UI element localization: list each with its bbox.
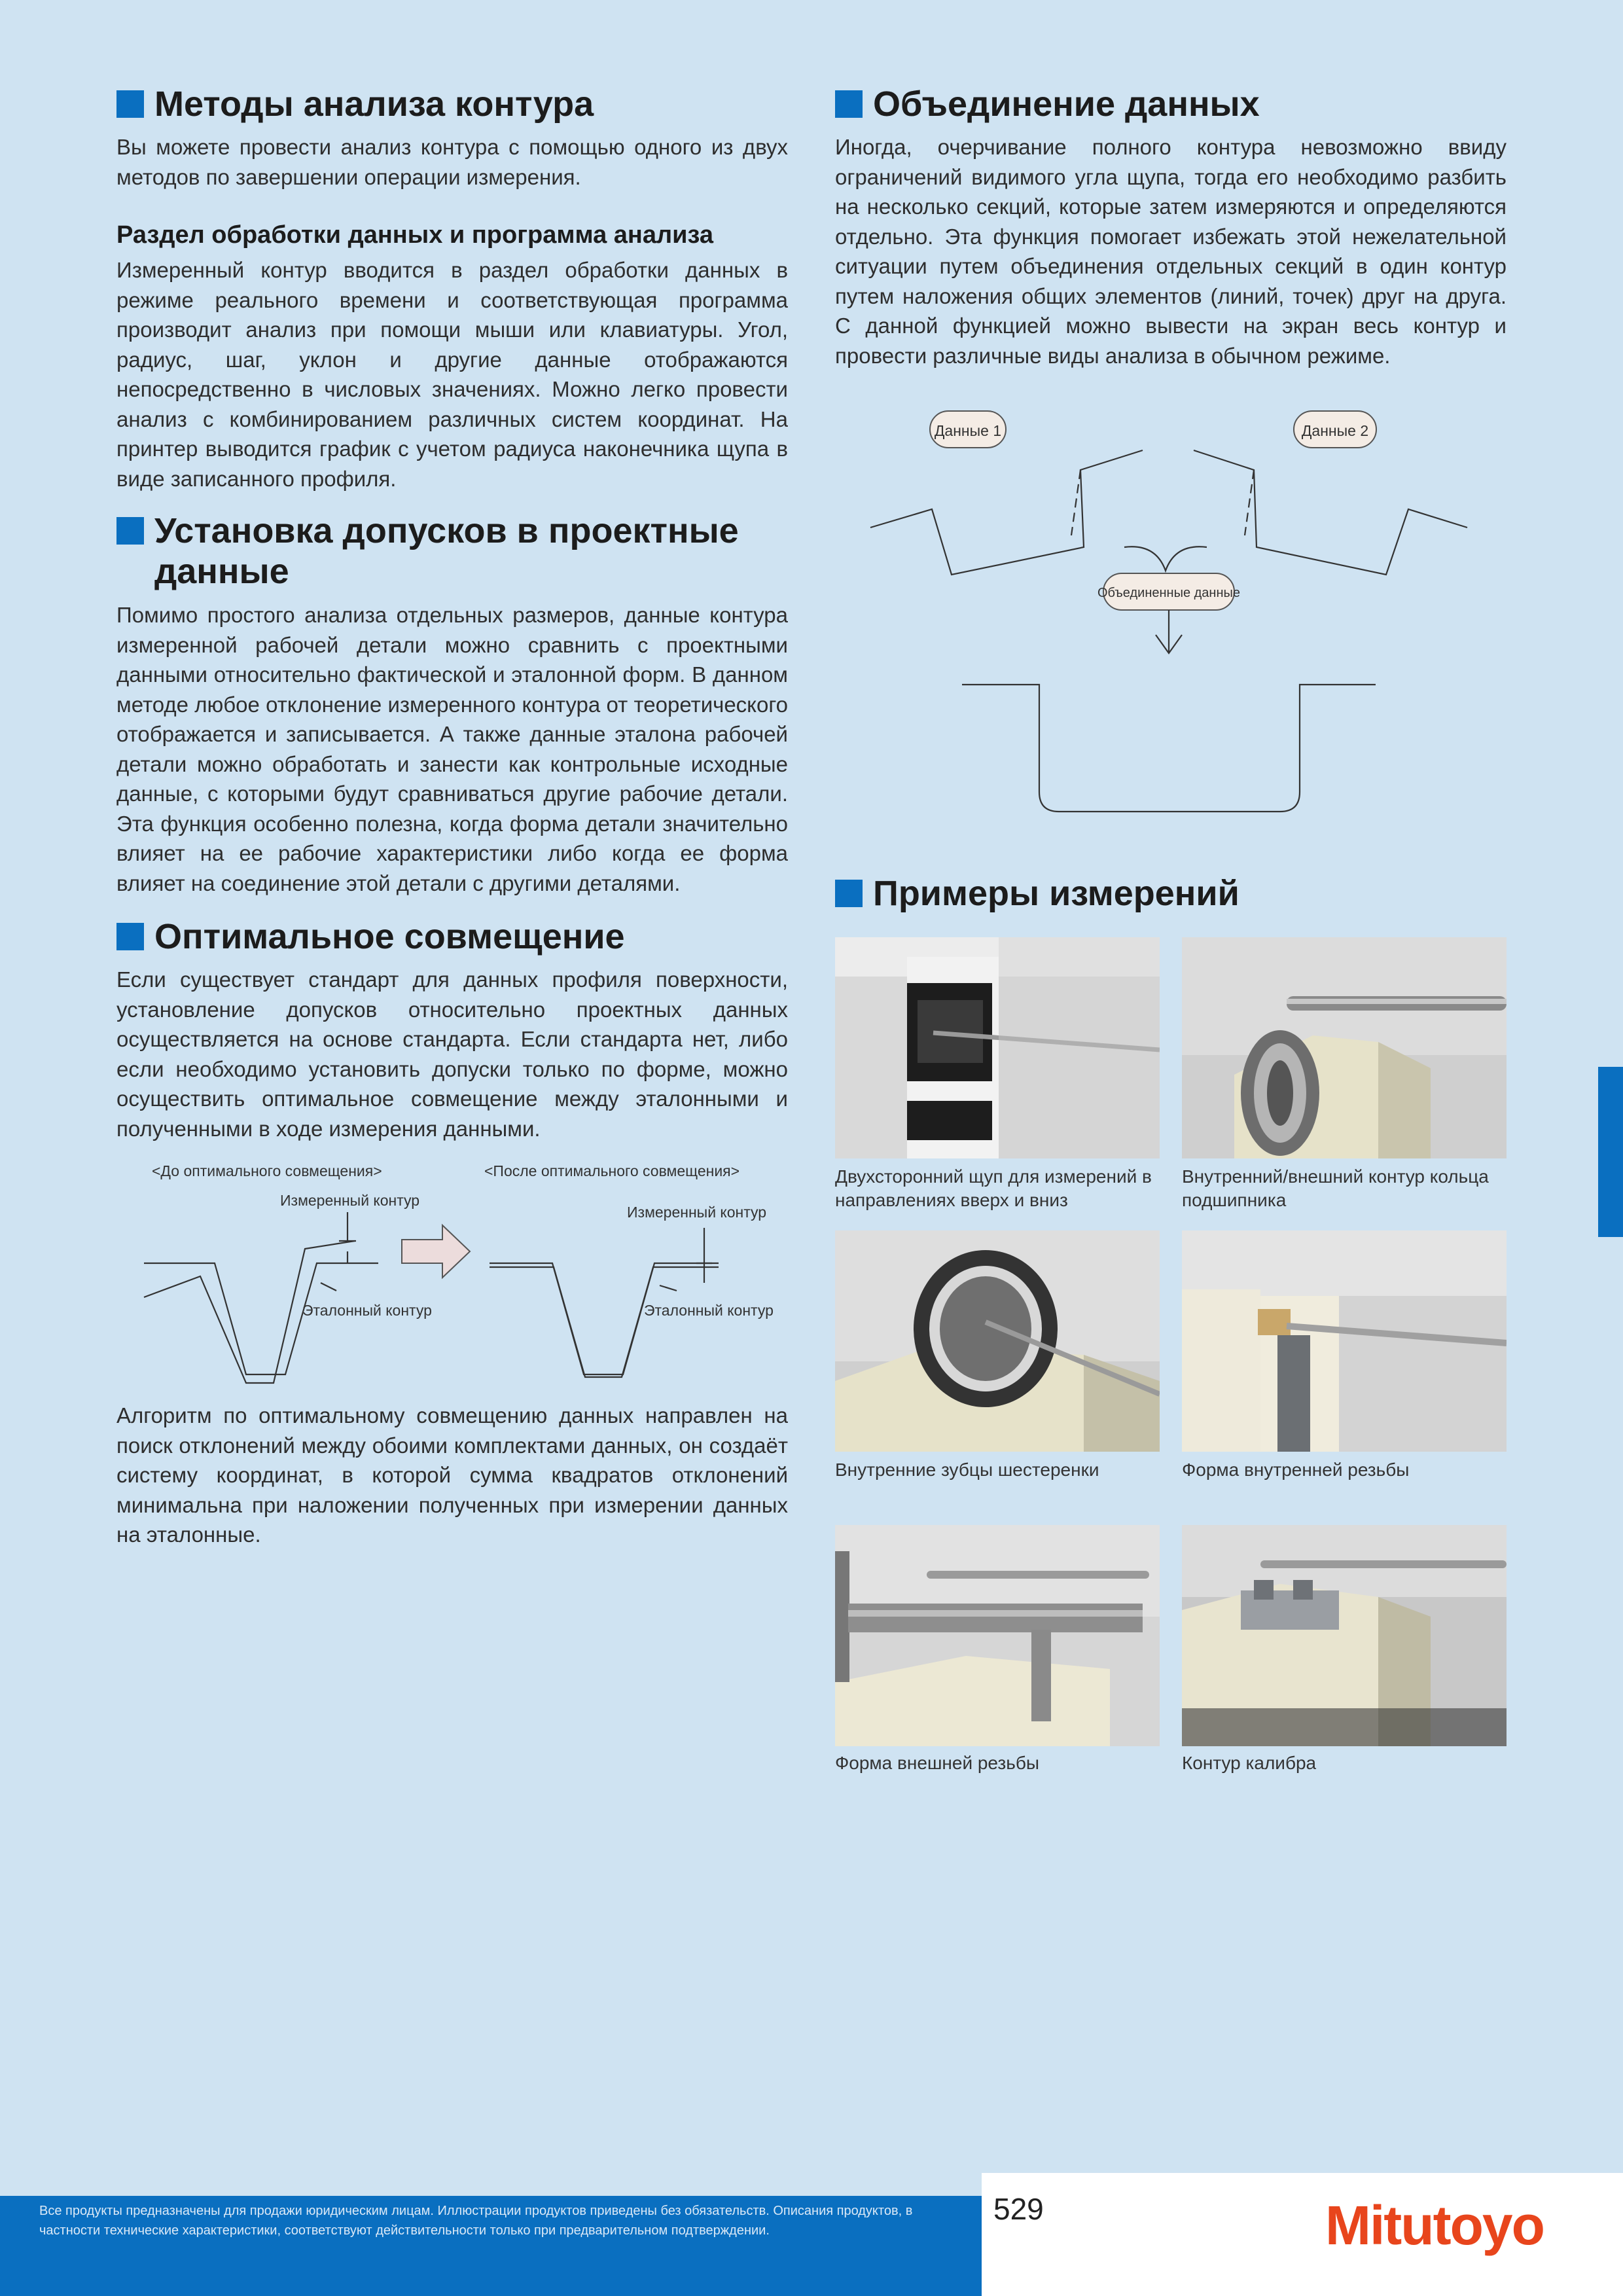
- photo-double-sided-probe: [835, 937, 1160, 1158]
- photo-external-thread: [835, 1525, 1160, 1746]
- caption-gauge-contour: Контур калибра: [1182, 1753, 1317, 1773]
- measured-contour-label-after: Измеренный контур: [627, 1204, 767, 1221]
- merge-bracket: [1124, 547, 1207, 571]
- data1-label: Данные 1: [934, 422, 1002, 439]
- photo-gear-teeth: [835, 1230, 1160, 1452]
- profile-data2: [1194, 450, 1467, 575]
- tolerances-text: Помимо простого анализа отдельных размеров, данные контура измеренной рабочей детали можно сравнить с проектными данными относительно фактической и эталонной форм. В данном методе любое отклонение измеренного контура от теоретического отображается и записывается. А также данные эталона рабочей детали можно обработать и занести как контрольные исходные данные, с которыми будут сравниваться другие рабочие детали. Эта функция особенно полезна, когда форма детали значительно влияет на ее рабочие характеристики либо когда ее форма влияет на соединение этой детали с другими деталями.: [116, 603, 788, 895]
- section-marker-icon: [116, 923, 144, 950]
- combined-label: Объединенные данные: [1097, 586, 1241, 600]
- caption-bearing-ring: Внутренний/внешний контур кольца подшипника: [1182, 1166, 1489, 1210]
- section-marker-icon: [116, 517, 144, 545]
- contour-analysis-intro: Вы можете провести анализ контура с помощью одного из двух методов по завершении операции измерения.: [116, 135, 788, 189]
- data2-badge: [1294, 411, 1376, 448]
- measured-contour-label-before: Измеренный контур: [280, 1192, 420, 1209]
- caption-double-sided-probe: Двухсторонний щуп для измерений в направлениях вверх и вниз: [835, 1166, 1152, 1210]
- data2-label: Данные 2: [1301, 422, 1369, 439]
- after-alignment-label: <После оптимального совмещения>: [484, 1162, 740, 1179]
- profile-data1: [870, 450, 1143, 575]
- down-arrow-icon: [1156, 610, 1182, 653]
- section-marker-icon: [116, 90, 144, 118]
- section-marker-icon: [835, 880, 863, 907]
- before-alignment-profiles: [144, 1212, 378, 1383]
- before-alignment-label: <До оптимального совмещения>: [152, 1162, 382, 1179]
- alignment-algorithm-text: Алгоритм по оптимальному совмещению данных направлен на поиск отклонений между обоими комплектами данных, он создаёт систему координат, в которой сумма квадратов отклонений минимальна при наложении полученных при измерении данных на эталонные.: [116, 1403, 788, 1547]
- photo-gauge-contour: [1182, 1525, 1507, 1746]
- section-title-measurement-examples: Примеры измерений: [835, 873, 1240, 914]
- reference-contour-label-before: Эталонный контур: [302, 1302, 432, 1319]
- footer-disclaimer: Все продукты предназначены для продажи юридическим лицам. Иллюстрации продуктов приведены без обязательств. Описания продуктов, в частности технические характеристики, соответствуют действительности только при предварительном подтверждении.: [39, 2204, 913, 2238]
- optimal-alignment-text: Если существует стандарт для данных профиля поверхности, установление допусков относительно проектных данных осуществляется на основе стандарта. Если стандарта нет, либо если необходимо установить допуски только по форме, можно осуществить оптимальное совмещение между эталонными и полученными в ходе измерения данными.: [116, 967, 788, 1141]
- subsection-title-data-processing: Раздел обработки данных и программа анализа: [116, 221, 714, 249]
- section-marker-icon: [835, 90, 863, 118]
- section-title-optimal-alignment: Оптимальное совмещение: [116, 916, 625, 957]
- data-combining-diagram: [835, 393, 1529, 825]
- alignment-arrow-icon: [402, 1225, 470, 1278]
- page-number: 529: [993, 2192, 1044, 2226]
- partial-profiles: [870, 450, 1467, 575]
- data-processing-text: Измеренный контур вводится в раздел обработки данных в режиме реального времени и соответствующая программа производит анализ при помощи мыши или клавиатуры. Угол, радиус, шаг, уклон и другие данные отображаются непосредственно в числовых значениях. Можно легко провести анализ с комбинированием различных систем координат. На принтер выводится график с учетом радиуса наконечника щупа в виде записанного профиля.: [116, 258, 788, 491]
- caption-internal-thread: Форма внутренней резьбы: [1182, 1460, 1410, 1480]
- reference-profile-after: [490, 1263, 719, 1374]
- optimal-alignment-diagram: [116, 1152, 810, 1401]
- chapter-tab: [1598, 1067, 1623, 1237]
- section-title-contour-analysis: Методы анализа контура: [116, 84, 594, 124]
- combined-profile: [962, 685, 1376, 812]
- mitutoyo-logo: Mitutoyo: [1325, 2195, 1544, 2256]
- combined-badge: [1097, 573, 1240, 610]
- photo-bearing-ring: [1182, 937, 1507, 1158]
- section-title-tolerances: Установка допусков в проектные данные: [116, 511, 809, 592]
- section-title-data-combining: Объединение данных: [835, 84, 1260, 124]
- data1-badge: [930, 411, 1006, 448]
- reference-contour-label-after: Эталонный контур: [644, 1302, 774, 1319]
- photo-internal-thread: [1182, 1230, 1507, 1452]
- caption-gear-teeth: Внутренние зубцы шестеренки: [835, 1460, 1099, 1480]
- data-combining-text: Иногда, очерчивание полного контура невозможно ввиду ограничений видимого угла щупа, тогда его необходимо разбить на несколько секций, которые затем измеряются и определяются отдельно. Эта функция помогает избежать этой нежелательной ситуации путем объединения отдельных секций в один контур путем наложения общих элементов (линий, точек) друг на друга. С данной функцией можно вывести на экран весь контур и провести различные виды анализа в обычном режиме.: [835, 135, 1507, 368]
- reference-profile-before: [144, 1263, 378, 1374]
- measured-profile-after: [490, 1267, 719, 1377]
- caption-external-thread: Форма внешней резьбы: [835, 1753, 1039, 1773]
